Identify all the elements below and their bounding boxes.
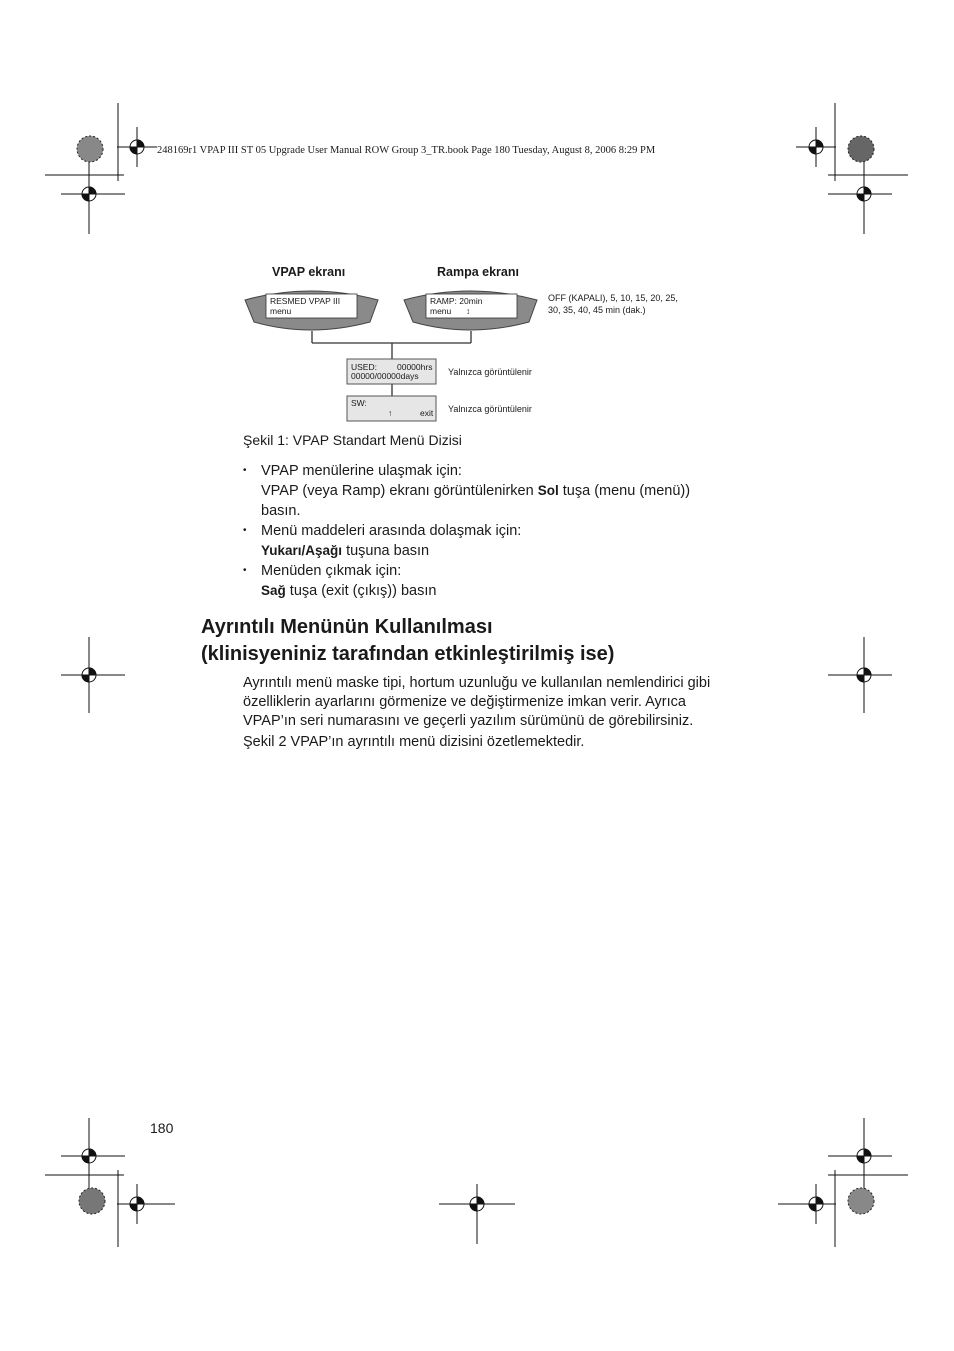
vpap-lcd-line1: RESMED VPAP III — [270, 296, 341, 306]
used-screen-note: Yalnızca görüntülenir — [448, 367, 532, 377]
bullet-icon: • — [243, 525, 247, 536]
vpap-screen-label: VPAP ekranı — [272, 265, 346, 279]
page-number: 180 — [150, 1120, 174, 1136]
sw-lcd-up-arrow-icon: ↑ — [388, 408, 393, 418]
bullet-icon: • — [243, 565, 247, 576]
vpap-lcd-line2: menu — [270, 306, 292, 316]
ramp-lcd-line2: menu — [430, 306, 452, 316]
used-lcd-hours: 00000hrs — [397, 362, 433, 372]
section-paragraph: Ayrıntılı menü maske tipi, hortum uzunluğu ve kullanılan nemlendirici gibi özelliklerin ayarlarını görmenize ve değiştirmenize imkan verir. Ayrıca VPAP’ın seri numarasını ve geçerli yazılım sürümünü de görebilirsiniz. Şekil 2 VPAP’ın ayrıntılı menü dizisini özetlemektedir. — [243, 675, 711, 750]
figure-caption: Şekil 1: VPAP Standart Menü Dizisi — [243, 432, 462, 448]
ramp-screen-label: Rampa ekranı — [437, 265, 519, 279]
list-item: • VPAP menülerine ulaşmak için: VPAP (veya Ramp) ekranı görüntülenirken Sol tuşa (menu (menü)) basın. — [243, 463, 691, 519]
section-heading: Ayrıntılı Menünün Kullanılması (klinisyeniniz tarafından etkinleştirilmiş ise) — [201, 616, 615, 665]
sw-lcd-exit: exit — [420, 408, 434, 418]
sw-screen-note: Yalnızca görüntülenir — [448, 404, 532, 414]
ramp-lcd-arrow-icon: ↕ — [466, 306, 471, 316]
ramp-options-line1: OFF (KAPALI), 5, 10, 15, 20, 25, — [548, 293, 678, 303]
ramp-lcd-line1: RAMP: 20min — [430, 296, 483, 306]
used-lcd-label: USED: — [351, 362, 377, 372]
instruction-list — [243, 461, 763, 601]
bullet-icon: • — [243, 465, 247, 476]
print-header: 248169r1 VPAP III ST 05 Upgrade User Manual ROW Group 3_TR.book Page 180 Tuesday, August 8, 2006 8:29 PM — [157, 145, 656, 156]
ramp-options-line2: 30, 35, 40, 45 min (dak.) — [548, 305, 646, 315]
sw-lcd-label: SW: — [351, 398, 367, 408]
list-item: • Menüden çıkmak için: Sağ tuşa (exit (çıkış)) basın — [243, 563, 437, 599]
list-item: • Menü maddeleri arasında dolaşmak için: Yukarı/Aşağı tuşuna basın — [243, 523, 522, 559]
used-lcd-days: 00000/00000days — [351, 371, 419, 381]
